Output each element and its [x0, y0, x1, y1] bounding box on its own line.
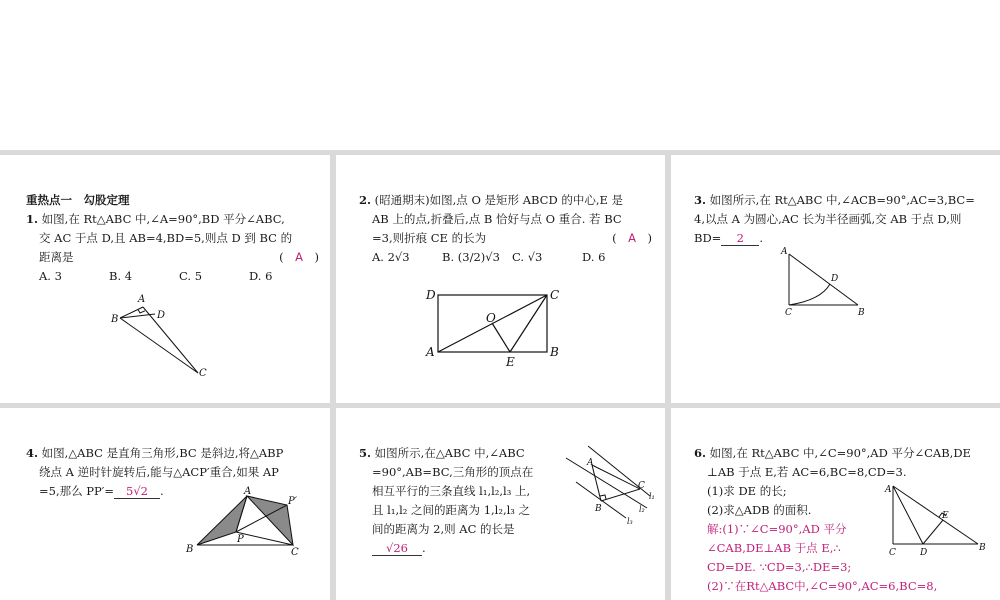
label-b: B — [595, 504, 602, 514]
page-top-blank — [0, 0, 1000, 150]
question-line: 距离是 — [39, 250, 74, 264]
question-5-text: 5. 如图所示,在△ABC 中,∠ABC =90°,AB=BC,三角形的顶点在 相互平行的三条直线 l₁,l₂,l₃ 上, 且 l₁,l₂ 之间的距离为 1,l₂,l₃ 之 间的距离为 2,则 AC 的长是 √26 . — [359, 444, 559, 558]
label-b: B — [186, 544, 194, 555]
question-number: 5. — [359, 446, 372, 460]
label-o: O — [486, 311, 496, 325]
label-p: P — [237, 534, 244, 545]
question-card-4[interactable] — [0, 408, 330, 600]
answer-blank[interactable]: 2 — [721, 231, 759, 246]
question-line: 如图所示,在 Rt△ABC 中,∠ACB=90°,AC=3,BC= — [709, 193, 975, 207]
question-line: 交 AC 于点 D,且 AB=4,BD=5,则点 D 到 BC 的 — [39, 231, 293, 245]
option-c[interactable]: C. √3 — [512, 250, 543, 264]
label-c: C — [889, 548, 896, 558]
label-c: C — [199, 368, 207, 379]
label-a: A — [781, 247, 788, 257]
question-card-3[interactable] — [671, 155, 1000, 403]
question-number: 2. — [359, 193, 372, 207]
question-card-2[interactable] — [336, 155, 665, 403]
question-line: AB 上的点,折叠后,点 B 恰好与点 O 重合. 若 BC — [372, 212, 622, 226]
question-line: 间的距离为 2,则 AC 的长是 — [372, 522, 515, 536]
question-3-text: 3. 如图所示,在 Rt△ABC 中,∠ACB=90°,AC=3,BC= 4,以点 A 为圆心,AC 长为半径画弧,交 AB 于点 D,则 BD= 2 . — [694, 191, 994, 248]
option-d[interactable]: D. 6 — [249, 269, 273, 283]
question-line: 如图,在 Rt△ABC 中,∠C=90°,AD 平分∠CAB,DE — [709, 446, 971, 460]
sub-question-2: (2)求△ADB 的面积. — [707, 503, 812, 517]
question-number: 3. — [694, 193, 707, 207]
question-line: =3,则折痕 CE 的长为 — [372, 231, 487, 245]
question-line: ⊥AB 于点 E,若 AC=6,BC=8,CD=3. — [707, 465, 907, 479]
question-line: =90°,AB=BC,三角形的顶点在 — [372, 465, 534, 479]
label-b: B — [550, 345, 559, 359]
option-a[interactable]: A. 3 — [39, 269, 62, 283]
option-a[interactable]: A. 2√3 — [372, 250, 410, 264]
figure-q1 — [0, 155, 330, 403]
label-d: D — [157, 310, 166, 321]
solution-line: (2)∵在Rt△ABC中,∠C=90°,AC=6,BC=8, — [707, 579, 938, 593]
answer-choice: A — [628, 231, 636, 245]
question-number: 1. — [26, 212, 39, 226]
question-line: (昭通期末)如图,点 O 是矩形 ABCD 的中心,E 是 — [374, 193, 624, 207]
figure-q6 — [671, 408, 1000, 600]
label-d: D — [426, 288, 436, 302]
question-line: 如图,△ABC 是直角三角形,BC 是斜边,将△ABP — [41, 446, 284, 460]
figure-q4 — [0, 408, 330, 600]
label-a: A — [885, 485, 892, 495]
question-card-5[interactable] — [336, 408, 665, 600]
label-b: B — [979, 543, 986, 553]
label-p-prime: P′ — [288, 496, 297, 507]
option-d[interactable]: D. 6 — [582, 250, 606, 264]
question-4-text: 4. 如图,△ABC 是直角三角形,BC 是斜边,将△ABP 绕点 A 逆时针旋转后,能与△ACP′重合,如果 AP =5,那么 PP′= 5√2 . — [26, 444, 321, 501]
figure-q2 — [336, 155, 665, 403]
question-line: 相互平行的三条直线 l₁,l₂,l₃ 上, — [372, 484, 531, 498]
figure-q5 — [336, 408, 665, 600]
question-line: 绕点 A 逆时针旋转后,能与△ACP′重合,如果 AP — [39, 465, 279, 479]
label-c: C — [638, 481, 645, 491]
question-line: BD= — [694, 231, 722, 245]
label-c: C — [291, 547, 299, 558]
label-c: C — [785, 308, 792, 318]
option-b[interactable]: B. 4 — [109, 269, 133, 283]
question-line: 如图所示,在△ABC 中,∠ABC — [374, 446, 525, 460]
answer-bracket: ( A ) — [612, 231, 652, 245]
label-l1: l₁ — [649, 492, 655, 501]
label-e: E — [942, 511, 949, 521]
label-a: A — [426, 345, 435, 359]
option-c[interactable]: C. 5 — [179, 269, 203, 283]
label-a: A — [587, 458, 594, 468]
question-line: 且 l₁,l₂ 之间的距离为 1,l₂,l₃ 之 — [372, 503, 531, 517]
label-b: B — [111, 314, 119, 325]
label-c: C — [550, 288, 560, 302]
answer-choice: A — [295, 250, 303, 264]
label-e: E — [506, 355, 515, 369]
solution-line: CD=DE. ∵CD=3,∴DE=3; — [707, 560, 852, 574]
option-b[interactable]: B. (3/2)√3 — [442, 250, 500, 264]
answer-blank[interactable]: √26 — [372, 541, 422, 556]
question-card-1[interactable] — [0, 155, 330, 403]
label-a: A — [244, 486, 252, 497]
label-d: D — [920, 548, 928, 558]
question-number: 6. — [694, 446, 707, 460]
question-line: 如图,在 Rt△ABC 中,∠A=90°,BD 平分∠ABC, — [41, 212, 285, 226]
question-line: =5,那么 PP′= — [39, 484, 114, 498]
sub-question-1: (1)求 DE 的长; — [707, 484, 787, 498]
question-card-6[interactable] — [671, 408, 1000, 600]
question-number: 4. — [26, 446, 39, 460]
label-b: B — [858, 308, 865, 318]
label-l3: l₃ — [627, 517, 633, 526]
solution-line: 解:(1)∵∠C=90°,AD 平分 — [707, 522, 847, 536]
question-line: 4,以点 A 为圆心,AC 长为半径画弧,交 AB 于点 D,则 — [694, 212, 962, 226]
answer-bracket: ( A ) — [279, 250, 319, 264]
section-heading: 重热点一 勾股定理 — [26, 193, 130, 207]
label-a: A — [138, 294, 146, 305]
solution-line: ∠CAB,DE⊥AB 于点 E,∴ — [707, 541, 841, 555]
label-l2: l₂ — [639, 505, 645, 514]
answer-blank[interactable]: 5√2 — [114, 484, 160, 499]
figure-q3 — [671, 155, 1000, 403]
label-d: D — [831, 274, 839, 284]
